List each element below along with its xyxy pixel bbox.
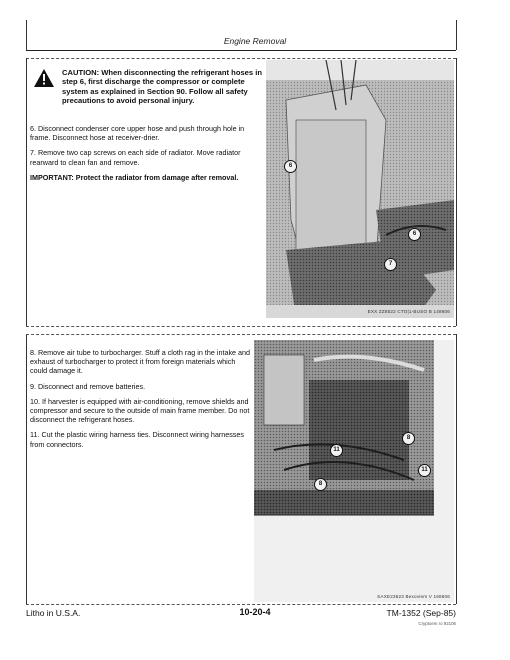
section1-top-rule [26, 58, 456, 59]
footer-copyright: Cryptoem ro 92106 [418, 621, 456, 626]
callout-7: 7 [384, 258, 397, 271]
footer-manual-id: TM-1352 (Sep-85) [386, 608, 456, 618]
callout-11-left: 11 [330, 444, 343, 457]
engine-photo [254, 340, 454, 602]
section2-steps [30, 348, 252, 455]
footer-litho: Litho in U.S.A. [26, 608, 81, 618]
photo2-code: SAXE23623 Bexoviem V 168606 [377, 594, 450, 599]
step-11: 11. Cut the plastic wiring harness ties. Disconnect wiring harnesses from connectors. [30, 430, 244, 449]
header-rule [26, 50, 456, 51]
step-7: 7. Remove two cap screws on each side of radiator. Move radiator rearward to clean fan and remove. [30, 148, 241, 167]
radiator-photo-graphic [266, 60, 454, 318]
important-note [30, 173, 262, 182]
page-header-title: Engine Removal [223, 36, 287, 46]
section1-bottom-rule [26, 326, 456, 327]
callout-11-right: 11 [418, 464, 431, 477]
section1-right-line [456, 58, 457, 326]
callout-6-lower: 6 [408, 228, 421, 241]
section2-top-rule [26, 334, 456, 335]
section2-left-line [26, 334, 27, 604]
step-8: 8. Remove air tube to turbocharger. Stuff a cloth rag in the intake and exhaust of turbocharger to protect it from foreign materials which could damage it. [30, 348, 251, 376]
right-margin-line [456, 20, 457, 50]
caution-note: CAUTION: When disconnecting the refrigerant hoses in step 6, first discharge the compressor or complete system as explained in Section 90. Follow all safety precautions to avoid personal injury. [62, 68, 262, 106]
callout-6-upper: 6 [284, 160, 297, 173]
section2-right-line [456, 334, 457, 604]
important-label: IMPORTANT: [30, 172, 74, 182]
left-margin-line [26, 20, 27, 50]
step-9: 9. Disconnect and remove batteries. [30, 381, 146, 391]
important-text: Protect the radiator from damage after removal. [75, 172, 239, 182]
footer-rule [26, 604, 456, 605]
callout-8-right: 8 [402, 432, 415, 445]
footer-page-number: 10-20-4 [239, 607, 271, 617]
warning-triangle-icon [34, 69, 54, 87]
step-6: 6. Disconnect condenser core upper hose and push through hole in frame. Disconnect hose at receiver-drier. [30, 124, 245, 143]
photo1-code: EXX ZZ8522 CTO|1-BUSO B 148606 [367, 309, 450, 314]
callout-8-lower: 8 [314, 478, 327, 491]
section1-steps [30, 124, 262, 188]
step-10: 10. If harvester is equipped with air-conditioning, remove shields and compressor and secure to the outside of main frame member. Do not disconnect the refrigerant hoses. [30, 396, 250, 425]
section1-left-line [26, 58, 27, 326]
radiator-photo [266, 60, 454, 318]
